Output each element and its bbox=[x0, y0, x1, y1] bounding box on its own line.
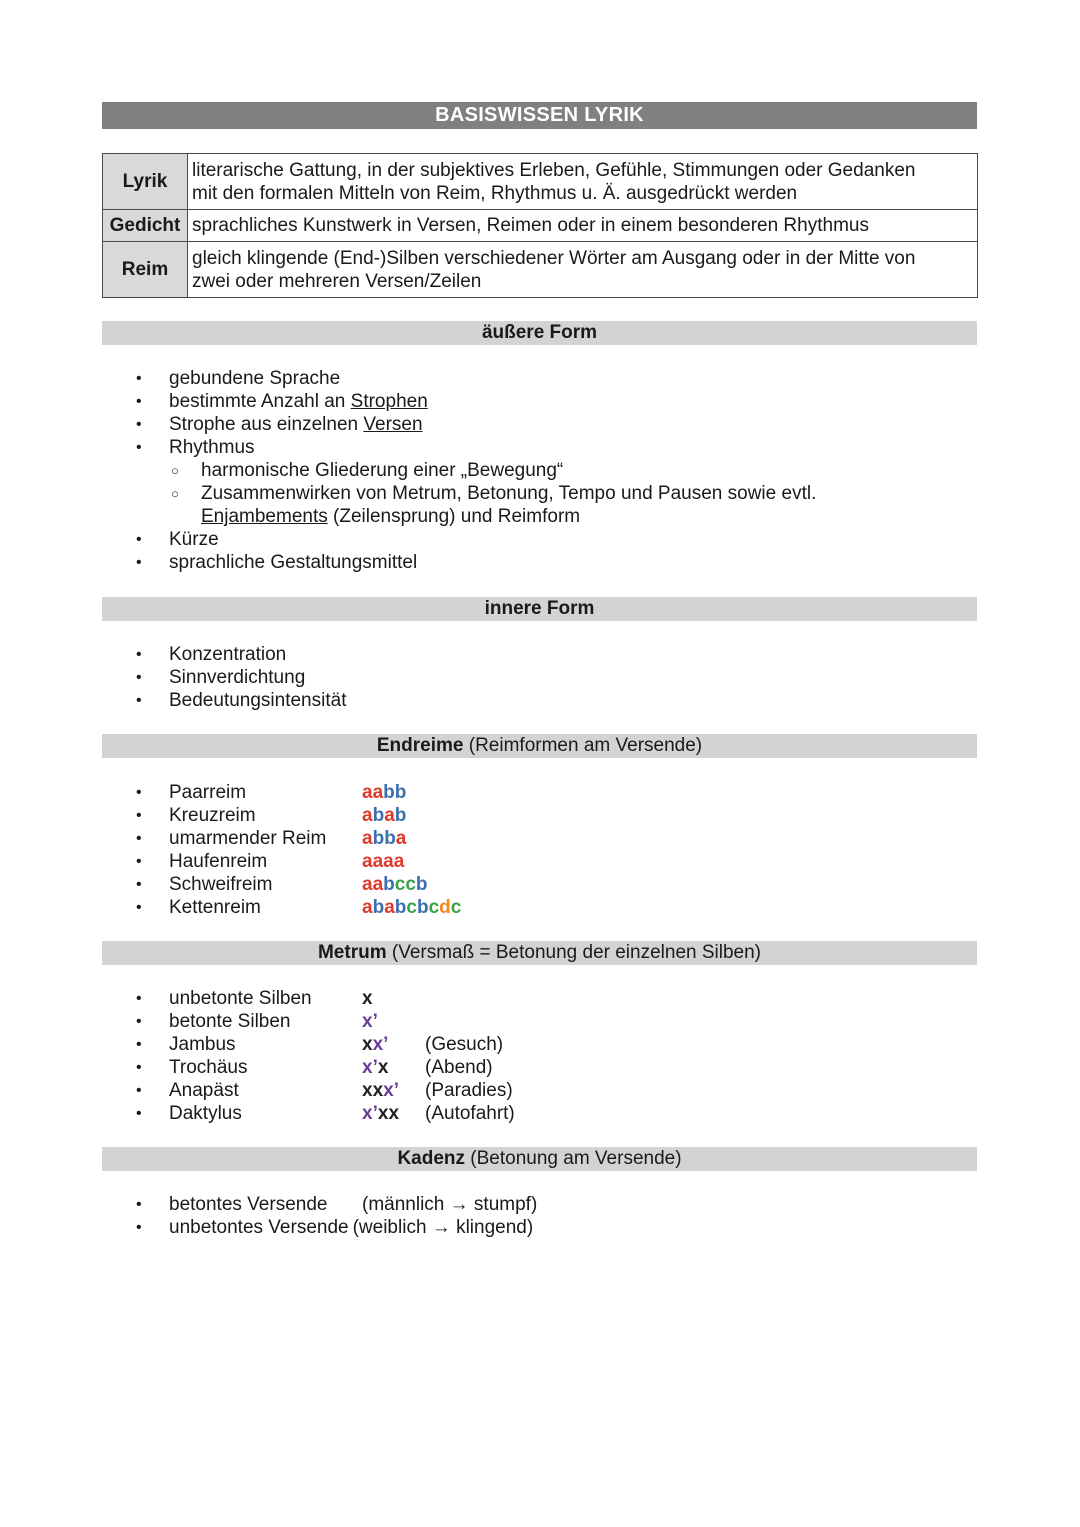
rhyme-letter: b bbox=[372, 805, 385, 826]
rhyme-scheme bbox=[362, 896, 461, 919]
list-item: • Anapäst xxx’ (Paradies) bbox=[0, 1079, 312, 1102]
rhyme-scheme bbox=[362, 873, 428, 896]
aeussere-form-list bbox=[0, 367, 816, 574]
section-heading-metrum: Metrum (Versmaß = Betonung der einzelnen Silben) bbox=[102, 941, 977, 965]
definitions-table bbox=[102, 153, 978, 298]
sub-list-item: ○ harmonische Gliederung einer „Bewegung“ bbox=[0, 459, 816, 482]
definition-term: Lyrik bbox=[103, 154, 188, 210]
page-title: BASISWISSEN LYRIK bbox=[102, 102, 977, 129]
meter-example: (Paradies) bbox=[425, 1080, 513, 1101]
rhyme-letter: a bbox=[362, 782, 373, 803]
list-item: • bestimmte Anzahl an Strophen bbox=[0, 390, 816, 413]
unstressed-syllable: x bbox=[362, 1034, 373, 1055]
meter-pattern bbox=[362, 1079, 399, 1102]
definition-row bbox=[103, 154, 978, 210]
rhyme-letter: b bbox=[394, 897, 407, 918]
stressed-syllable: x’ bbox=[383, 1080, 400, 1101]
section-heading-kadenz: Kadenz (Betonung am Versende) bbox=[102, 1147, 977, 1171]
list-item: • unbetonte Silben x bbox=[0, 987, 312, 1010]
rhyme-letter: c bbox=[394, 874, 406, 895]
definition-term: Reim bbox=[103, 242, 188, 298]
stressed-syllable: x’ bbox=[362, 1103, 378, 1124]
unstressed-syllable: x bbox=[362, 1080, 373, 1101]
rhyme-letter: c bbox=[428, 897, 440, 918]
list-item: • Jambus xx’ (Gesuch) bbox=[0, 1033, 312, 1056]
list-item: • gebundene Sprache bbox=[0, 367, 816, 390]
rhyme-letter: a bbox=[372, 874, 384, 895]
rhyme-letter: a bbox=[372, 851, 384, 872]
rhyme-scheme bbox=[362, 781, 406, 804]
definition-text: sprachliches Kunstwerk in Versen, Reimen oder in einem besonderen Rhythmus bbox=[188, 210, 978, 242]
stressed-syllable: x’ bbox=[372, 1034, 389, 1055]
meter-example: (Gesuch) bbox=[425, 1034, 504, 1055]
metrum-list bbox=[0, 987, 515, 1125]
kadenz-list bbox=[0, 1193, 538, 1239]
rhyme-letter: a bbox=[383, 851, 394, 872]
rhyme-letter: a bbox=[393, 851, 405, 872]
rhyme-letter: a bbox=[384, 805, 395, 826]
definition-term: Gedicht bbox=[103, 210, 188, 242]
sub-list-item: ○ Zusammenwirken von Metrum, Betonung, Tempo und Pausen sowie evtl. bbox=[0, 482, 816, 505]
list-item: • Trochäus x’x (Abend) bbox=[0, 1056, 312, 1079]
list-item: • Rhythmus bbox=[0, 436, 816, 459]
unstressed-syllable: x bbox=[388, 1103, 400, 1124]
list-item: • Sinnverdichtung bbox=[0, 666, 346, 689]
list-item: • Haufenreim aaaa bbox=[0, 850, 326, 873]
section-heading-innere-form: innere Form bbox=[102, 597, 977, 621]
rhyme-letter: d bbox=[439, 897, 451, 918]
rhyme-letter: b bbox=[372, 828, 385, 849]
definition-row bbox=[103, 210, 978, 242]
rhyme-letter: b bbox=[394, 805, 407, 826]
list-item: • betontes Versende (männlich → stumpf) bbox=[0, 1193, 533, 1216]
meter-pattern bbox=[362, 1102, 399, 1125]
list-item: • betonte Silben x’ bbox=[0, 1010, 312, 1033]
kadenz-desc: (männlich → stumpf) bbox=[362, 1194, 538, 1215]
rhyme-letter: b bbox=[394, 782, 407, 803]
section-heading-endreime: Endreime (Reimformen am Versende) bbox=[102, 734, 977, 758]
list-item: • sprachliche Gestaltungsmittel bbox=[0, 551, 816, 574]
rhyme-scheme bbox=[362, 827, 406, 850]
rhyme-letter: a bbox=[362, 828, 373, 849]
list-item: • Daktylus x’xx (Autofahrt) bbox=[0, 1102, 312, 1125]
endreime-list bbox=[0, 781, 462, 919]
rhyme-letter: a bbox=[362, 805, 373, 826]
list-item: • Bedeutungsintensität bbox=[0, 689, 346, 712]
sub-list-item-continuation: Enjambements (Zeilensprung) und Reimform bbox=[201, 506, 581, 527]
meter-pattern bbox=[362, 1033, 388, 1056]
list-item: • Paarreim aabb bbox=[0, 781, 326, 804]
unstressed-syllable: x bbox=[362, 988, 373, 1009]
rhyme-letter: a bbox=[395, 828, 407, 849]
rhyme-letter: a bbox=[372, 782, 384, 803]
rhyme-letter: c bbox=[406, 897, 417, 918]
stressed-syllable: x’ bbox=[362, 1011, 378, 1032]
unstressed-syllable: x bbox=[377, 1057, 389, 1078]
definition-text: literarische Gattung, in der subjektives Erleben, Gefühle, Stimmungen oder Gedanken mit den formalen Mitteln von Reim, Rhythmus u. Ä. ausgedrückt werden bbox=[188, 154, 978, 210]
rhyme-letter: a bbox=[384, 897, 395, 918]
rhyme-letter: b bbox=[372, 897, 385, 918]
list-item: • umarmender Reim abba bbox=[0, 827, 326, 850]
unstressed-syllable: x bbox=[377, 1103, 389, 1124]
list-item: • Kreuzreim abab bbox=[0, 804, 326, 827]
definition-row bbox=[103, 242, 978, 298]
list-item: • Kettenreim ababcbcdc bbox=[0, 896, 326, 919]
list-item: • Kürze bbox=[0, 528, 816, 551]
stressed-syllable: x’ bbox=[362, 1057, 378, 1078]
rhyme-letter: b bbox=[416, 897, 429, 918]
rhyme-letter: a bbox=[362, 897, 373, 918]
meter-pattern bbox=[362, 1056, 388, 1079]
list-item: • unbetontes Versende (weiblich → klingend) bbox=[0, 1216, 533, 1239]
rhyme-letter: c bbox=[450, 897, 462, 918]
definition-text: gleich klingende (End-)Silben verschiedener Wörter am Ausgang oder in der Mitte von zwei oder mehreren Versen/Zeilen bbox=[188, 242, 978, 298]
rhyme-scheme bbox=[362, 850, 404, 873]
rhyme-letter: b bbox=[384, 828, 396, 849]
innere-form-list bbox=[0, 643, 346, 712]
section-heading-aeussere-form: äußere Form bbox=[102, 321, 977, 345]
meter-pattern bbox=[362, 987, 373, 1010]
rhyme-letter: c bbox=[405, 874, 416, 895]
meter-pattern bbox=[362, 1010, 378, 1033]
rhyme-letter: a bbox=[362, 851, 373, 872]
list-item: • Schweifreim aabccb bbox=[0, 873, 326, 896]
meter-example: (Abend) bbox=[425, 1057, 493, 1078]
rhyme-scheme bbox=[362, 804, 406, 827]
rhyme-letter: b bbox=[383, 874, 395, 895]
rhyme-letter: b bbox=[415, 874, 428, 895]
unstressed-syllable: x bbox=[372, 1080, 384, 1101]
rhyme-letter: b bbox=[383, 782, 395, 803]
list-item: • Konzentration bbox=[0, 643, 346, 666]
kadenz-desc: (weiblich → klingend) bbox=[352, 1217, 534, 1238]
list-item: • Strophe aus einzelnen Versen bbox=[0, 413, 816, 436]
meter-example: (Autofahrt) bbox=[425, 1103, 515, 1124]
rhyme-letter: a bbox=[362, 874, 373, 895]
